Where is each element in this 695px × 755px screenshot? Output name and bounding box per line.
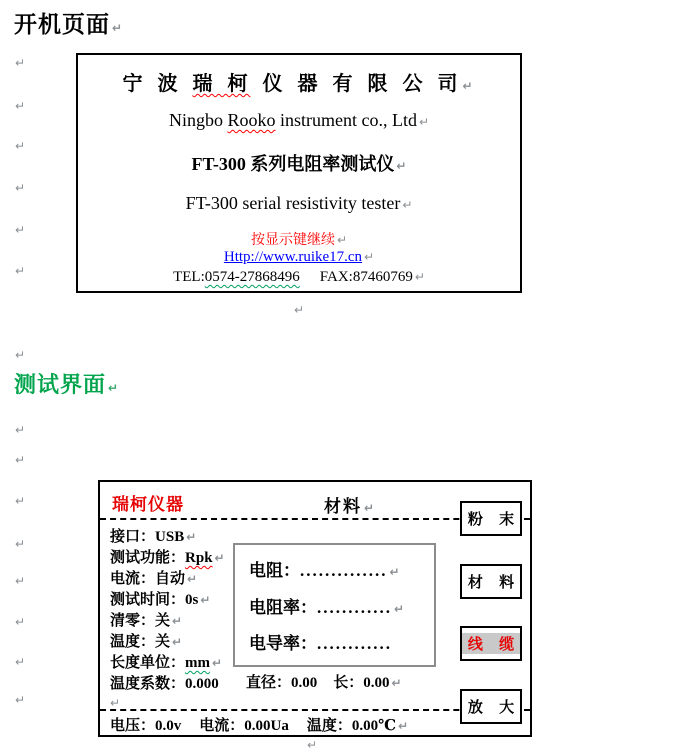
paragraph-mark: ↵: [414, 270, 425, 284]
paragraph-mark: ↵: [212, 656, 223, 670]
setting-row-temperature: [110, 631, 225, 652]
paragraph-mark: ↵: [15, 693, 26, 707]
temperature-label: 温度：: [306, 717, 352, 734]
heading-boot-text: 开机页面: [14, 12, 110, 37]
setting-row-function: [110, 547, 225, 568]
setting-label: 长度单位：: [110, 654, 186, 671]
paragraph-mark: ↵: [15, 139, 26, 153]
paragraph-mark: ↵: [15, 56, 26, 70]
boot-screen-box: [76, 53, 522, 293]
paragraph-mark: ↵: [398, 719, 409, 733]
company-name-cn: [78, 67, 520, 96]
setting-value: 0.000: [185, 676, 219, 692]
paragraph-mark: ↵: [15, 181, 26, 195]
current-label: 电流：: [199, 717, 245, 734]
length-label: 长：: [333, 674, 364, 691]
paragraph-mark: ↵: [394, 601, 405, 616]
setting-value: 0s: [185, 592, 199, 608]
readout-conductivity: [249, 629, 434, 654]
paragraph-mark: ↵: [200, 593, 211, 607]
company-name-en: [78, 110, 520, 131]
mode-title: [324, 492, 376, 517]
paragraph-mark: ↵: [391, 676, 402, 690]
paragraph-mark: ↵: [402, 198, 413, 212]
readout-label: 电阻：: [249, 561, 300, 581]
paragraph-mark: ↵: [15, 264, 26, 278]
setting-value: Rpk: [185, 550, 213, 566]
readout-placeholder: ............: [317, 633, 392, 653]
model-name-en: [78, 193, 520, 214]
paragraph-mark: ↵: [186, 530, 197, 544]
paragraph-mark: ↵: [396, 159, 407, 173]
section-heading-test: [14, 368, 119, 399]
test-screen-box: [98, 480, 532, 737]
paragraph-mark: ↵: [15, 423, 26, 437]
paragraph-mark: ↵: [15, 99, 26, 113]
paragraph-mark: ↵: [418, 115, 430, 129]
paragraph-mark: ↵: [336, 233, 348, 247]
zoom-in-button[interactable]: [460, 689, 522, 724]
brand-label: 瑞柯仪器: [112, 495, 184, 514]
setting-row-current: [110, 568, 225, 589]
setting-label: 电流：: [110, 570, 156, 587]
paragraph-mark: ↵: [15, 574, 26, 588]
dimensions-row: [246, 671, 402, 692]
powder-button-label: 粉 末: [467, 511, 521, 528]
temperature-value: 0.00℃: [351, 718, 397, 734]
mode-title-text: 材料: [324, 497, 362, 516]
contact-line: [78, 269, 520, 286]
material-button-label: 材 料: [467, 574, 521, 591]
diameter-value: 0.00: [291, 675, 318, 691]
tel-label: TEL:: [173, 269, 205, 285]
setting-row-temp-coefficient: [110, 673, 225, 694]
heading-test-text: 测试界面: [14, 372, 107, 397]
readout-resistance: [249, 556, 434, 581]
setting-value: mm: [185, 655, 211, 671]
measurement-display: [233, 543, 436, 667]
status-row: [110, 714, 408, 735]
paragraph-mark: ↵: [294, 303, 305, 317]
length-value: 0.00: [363, 675, 390, 691]
voltage-label: 电压：: [110, 717, 156, 734]
readout-resistivity: [249, 593, 434, 618]
setting-label: 接口：: [110, 528, 156, 545]
continue-prompt-text: 按显示键继续: [250, 231, 335, 247]
company-en-prefix: Ningbo: [168, 110, 228, 130]
voltage-value: 0.0v: [155, 718, 182, 734]
model-cn-text: FT-300 系列电阻率测试仪: [191, 154, 395, 174]
paragraph-mark: ↵: [15, 615, 26, 629]
setting-value: 关: [155, 612, 171, 629]
setting-row-zero: [110, 610, 225, 631]
setting-label: 温度：: [110, 633, 156, 650]
website-link[interactable]: Http://www.ruike17.cn: [223, 249, 363, 265]
setting-label: 清零：: [110, 612, 156, 629]
cable-button-label: 线 缆: [462, 633, 520, 654]
company-cn-spellcheck: 瑞 柯: [192, 73, 251, 95]
setting-row-length-unit: [110, 652, 225, 673]
readout-placeholder: ............: [317, 597, 392, 617]
paragraph-mark: ↵: [307, 738, 318, 752]
company-cn-suffix: 仪 器 有 限 公 司: [250, 73, 461, 95]
paragraph-mark: ↵: [172, 635, 183, 649]
readout-label: 电阻率：: [249, 597, 317, 617]
model-name-cn: [78, 150, 520, 176]
setting-value: 关: [155, 633, 171, 650]
website-line: [78, 249, 520, 266]
paragraph-mark: ↵: [110, 696, 121, 710]
diameter-label: 直径：: [246, 674, 292, 691]
paragraph-mark: ↵: [462, 79, 476, 93]
company-en-suffix: instrument co., Ltd: [275, 110, 417, 130]
setting-value: 自动: [155, 570, 186, 587]
continue-prompt: [78, 229, 520, 249]
setting-label: 测试时间：: [110, 591, 186, 608]
powder-button[interactable]: [460, 501, 522, 536]
company-en-spellcheck: Rooko: [227, 110, 276, 130]
paragraph-mark: ↵: [364, 250, 375, 264]
paragraph-mark: ↵: [15, 348, 26, 362]
paragraph-mark: ↵: [15, 453, 26, 467]
setting-label: 测试功能：: [110, 549, 186, 566]
setting-label: 温度系数：: [110, 675, 186, 692]
setting-row-test-time: [110, 589, 225, 610]
cable-button[interactable]: [460, 626, 522, 661]
paragraph-mark: ↵: [187, 572, 198, 586]
settings-list: [110, 526, 225, 694]
fax-number: FAX:87460769: [319, 269, 413, 285]
paragraph-mark: ↵: [15, 537, 26, 551]
paragraph-mark: ↵: [15, 494, 26, 508]
zoom-in-button-label: 放 大: [467, 699, 521, 716]
company-cn-prefix: 宁 波: [122, 73, 193, 95]
readout-label: 电导率：: [249, 633, 317, 653]
paragraph-mark: ↵: [364, 501, 377, 515]
model-en-text: FT-300 serial resistivity tester: [185, 193, 401, 213]
tel-number: 0574-27868496: [204, 269, 300, 285]
material-button[interactable]: [460, 564, 522, 599]
paragraph-mark: ↵: [15, 223, 26, 237]
paragraph-mark: ↵: [112, 21, 124, 35]
setting-value: USB: [155, 529, 185, 545]
current-value: 0.00Ua: [244, 718, 289, 734]
paragraph-mark: ↵: [15, 655, 26, 669]
paragraph-mark: ↵: [108, 381, 120, 395]
paragraph-mark: ↵: [389, 565, 400, 580]
readout-placeholder: ..............: [300, 561, 388, 581]
paragraph-mark: ↵: [214, 551, 225, 565]
paragraph-mark: ↵: [172, 614, 183, 628]
setting-row-interface: [110, 526, 225, 547]
section-heading-boot: [14, 6, 123, 39]
